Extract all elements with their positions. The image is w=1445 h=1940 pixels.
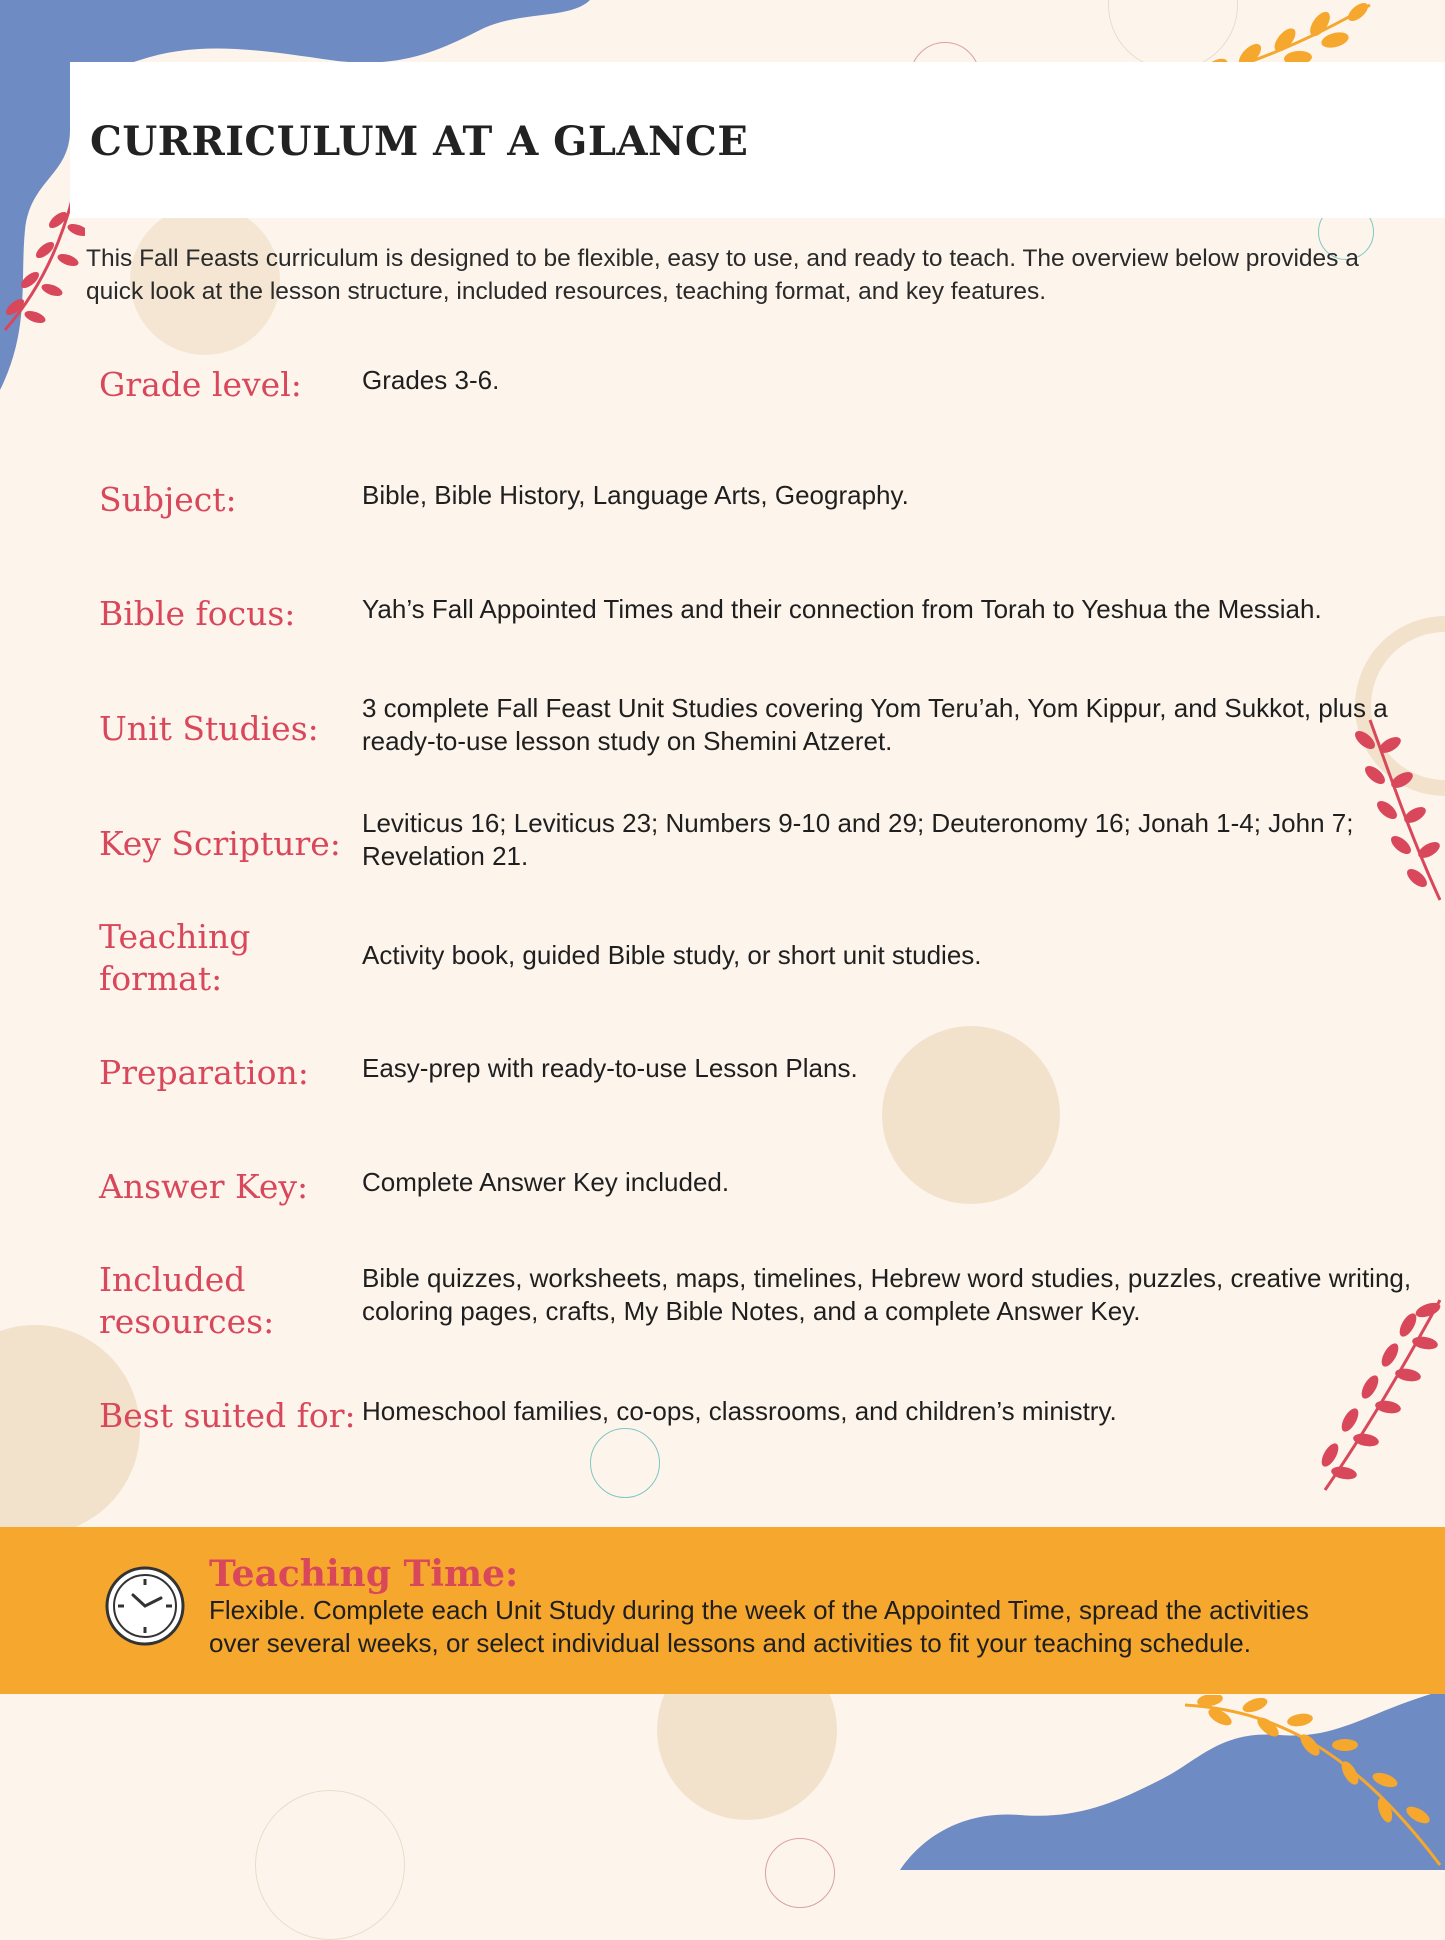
row-value: Complete Answer Key included.: [362, 1167, 730, 1197]
page-title: CURRICULUM AT A GLANCE: [90, 118, 749, 165]
row-value: Activity book, guided Bible study, or short unit studies.: [362, 940, 982, 970]
teaching-time-title: Teaching Time:: [209, 1553, 519, 1595]
row-value: Homeschool families, co-ops, classrooms, and children’s ministry.: [362, 1396, 1117, 1426]
outline-circle-decoration: [590, 1428, 660, 1498]
row-value: Grades 3-6.: [362, 365, 500, 395]
row-label: Answer Key:: [99, 1167, 309, 1206]
row-value: Easy-prep with ready-to-use Lesson Plans.: [362, 1053, 858, 1083]
row-label: Best suited for:: [99, 1396, 356, 1435]
row-label: Included resources:: [99, 1260, 275, 1341]
row-value: Bible quizzes, worksheets, maps, timelines, Hebrew word studies, puzzles, creative writing, coloring pages, crafts, My Bible Notes, and a complete Answer Key.: [362, 1263, 1412, 1326]
teaching-time-text: Flexible. Complete each Unit Study during the week of the Appointed Time, spread the activities over several weeks, or select individual lessons and activities to fit your teaching schedule.: [209, 1595, 1309, 1658]
outline-circle-decoration: [255, 1790, 405, 1940]
row-label: Key Scripture:: [99, 824, 341, 863]
orange-leaf-sprig-decoration: [1180, 1695, 1445, 1870]
intro-paragraph: This Fall Feasts curriculum is designed to be flexible, easy to use, and ready to teach. The overview below provides a quick look at the lesson structure, included resources, teaching format, and key features.: [86, 245, 1359, 305]
row-label: Subject:: [99, 480, 237, 519]
row-label: Teaching format:: [99, 917, 251, 998]
row-label: Grade level:: [99, 365, 302, 404]
row-value: 3 complete Fall Feast Unit Studies covering Yom Teru’ah, Yom Kippur, and Sukkot, plus a ready-to-use lesson study on Shemini Atzeret.: [362, 693, 1388, 756]
row-label: Bible focus:: [99, 594, 296, 633]
row-value: Leviticus 16; Leviticus 23; Numbers 9-10 and 29; Deuteronomy 16; Jonah 1-4; John 7; Revelation 21.: [362, 808, 1354, 871]
row-value: Yah’s Fall Appointed Times and their connection from Torah to Yeshua the Messiah.: [362, 594, 1322, 624]
row-label: Preparation:: [99, 1053, 309, 1092]
row-label: Unit Studies:: [99, 709, 319, 748]
row-value: Bible, Bible History, Language Arts, Geography.: [362, 480, 909, 510]
outline-circle-decoration: [765, 1838, 835, 1908]
clock-icon: [104, 1565, 186, 1647]
